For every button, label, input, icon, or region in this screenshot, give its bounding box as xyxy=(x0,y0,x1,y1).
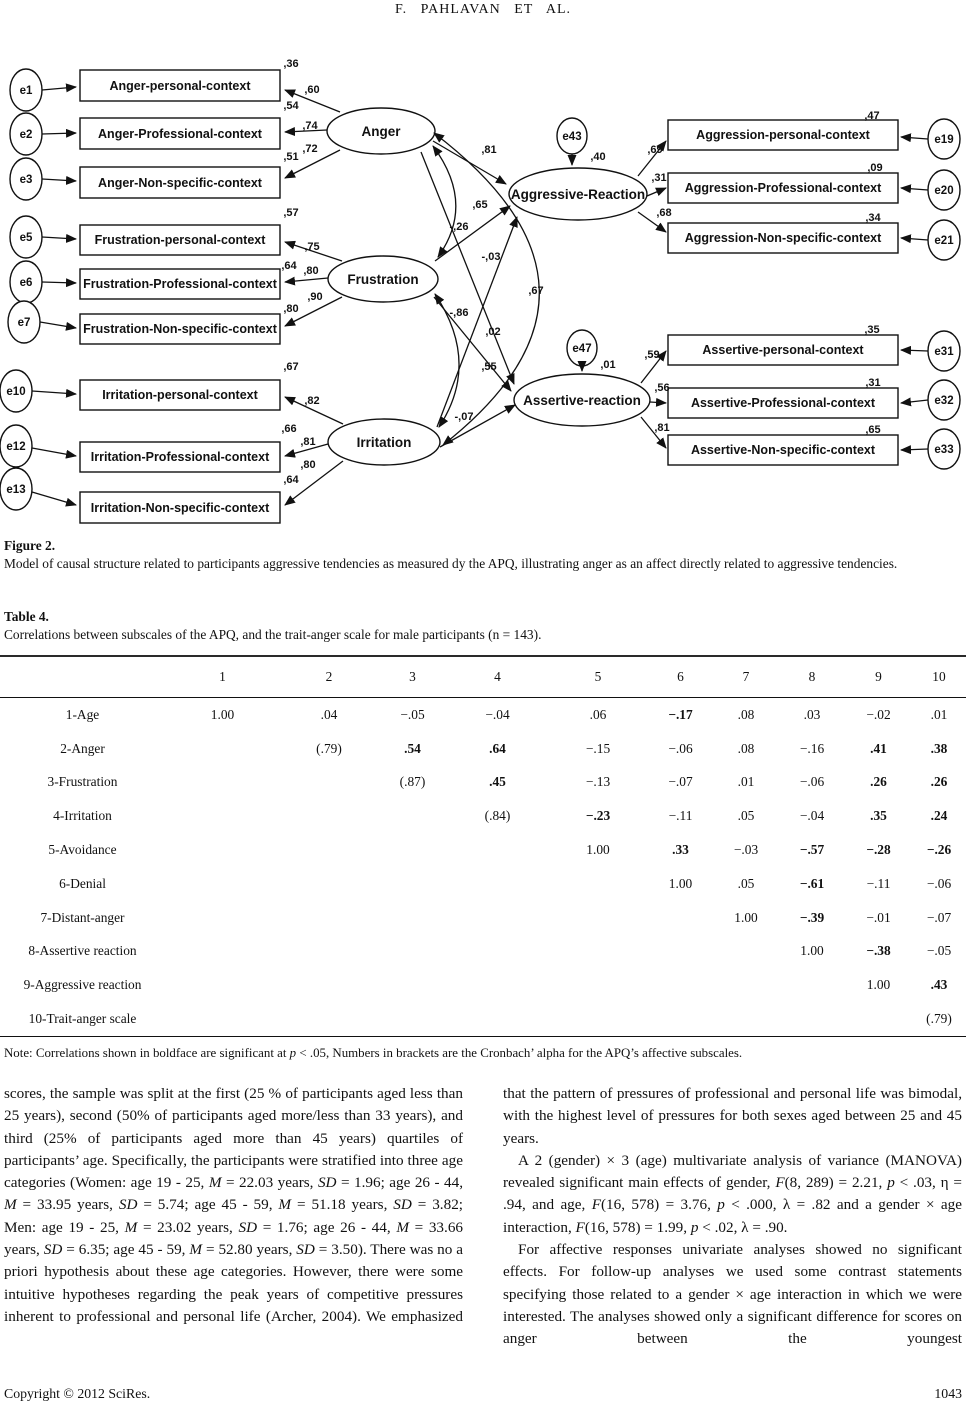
row-label: 6-Denial xyxy=(59,875,106,891)
indicator-label: Anger-personal-context xyxy=(109,79,251,93)
error-label: e33 xyxy=(934,444,954,456)
loading-value: ,75 xyxy=(304,241,320,253)
r2-value: ,67 xyxy=(283,361,299,373)
error-label: e21 xyxy=(934,235,954,247)
loading-value: ,82 xyxy=(304,395,320,407)
error-label: e12 xyxy=(6,441,26,453)
r2-value: ,51 xyxy=(283,151,299,163)
r2-value: ,47 xyxy=(864,110,880,122)
path-coefficient: -,07 xyxy=(454,411,474,423)
row-label: 8-Assertive reaction xyxy=(28,943,137,959)
error-label: e7 xyxy=(17,317,31,329)
col-header: 9 xyxy=(845,656,912,698)
error-label: e3 xyxy=(19,174,33,186)
table-caption xyxy=(4,608,962,644)
col-header: 1 xyxy=(165,656,280,698)
indicator-label: Assertive-personal-context xyxy=(702,343,864,357)
error-label: e31 xyxy=(934,346,954,358)
latent-label: Irritation xyxy=(356,435,412,450)
table-row: 9-Aggressive reaction 1.00 .43 xyxy=(0,968,966,1002)
row-label: 1-Age xyxy=(65,706,100,722)
paragraph: A 2 (gender) × 3 (age) multivariate analysis of variance (MANOVA) revealed significant main effects of gender, F(8, 289) = 2.21, p < .03, η = .94, and age, F(16, 578) = 3.76, p < .000, λ = .82 and a gender × age interaction, F(16, 578) = 1.99, p < .02, λ = .90. xyxy=(503,1151,962,1236)
body-left-column xyxy=(4,1083,463,1328)
error-label: e10 xyxy=(6,386,26,398)
loading-value: ,59 xyxy=(644,349,660,361)
indicator-label: Aggression-personal-context xyxy=(696,128,870,142)
error-label: e1 xyxy=(19,85,33,97)
error-label: e5 xyxy=(19,232,33,244)
indicator-label: Assertive-Non-specific-context xyxy=(690,443,876,457)
r2-value: ,65 xyxy=(865,424,881,436)
error-label: e43 xyxy=(562,131,582,143)
loading-value: ,72 xyxy=(302,143,318,155)
table-row: 1-Age 1.00 .04 −.05 −.04 .06 −.17 .08 .03 −.02 .01 xyxy=(0,698,966,732)
path-coefficient: ,67 xyxy=(528,285,544,297)
body-right-column xyxy=(503,1083,962,1351)
indicator-label: Irritation-Professional-context xyxy=(90,450,270,464)
indicator-label: Assertive-Professional-context xyxy=(690,396,876,410)
indicator-label: Irritation-Non-specific-context xyxy=(90,501,270,515)
table-row: 7-Distant-anger 1.00 −.39 −.01 −.07 xyxy=(0,901,966,935)
indicator-label: Frustration-personal-context xyxy=(94,233,266,247)
col-header: 8 xyxy=(779,656,845,698)
loading-value: ,69 xyxy=(647,144,663,156)
table-note: Note: Correlations shown in boldface are significant at p < .05, Numbers in brackets are the Cronbach’ alpha for the APQ’s affective subscales. xyxy=(4,1046,743,1060)
col-header: 2 xyxy=(280,656,378,698)
right-error-arrows xyxy=(901,137,928,450)
figure-label: Figure 2. xyxy=(4,538,56,553)
table-row: 5-Avoidance 1.00 .33 −.03 −.57 −.28 −.26 xyxy=(0,833,966,867)
loading-value: ,90 xyxy=(307,291,323,303)
table-header-row xyxy=(0,656,966,698)
figure-caption xyxy=(4,537,962,573)
r2-value: ,64 xyxy=(281,260,297,272)
path-coefficient: ,02 xyxy=(485,326,501,338)
error-label: e47 xyxy=(572,343,592,355)
loading-value: ,31 xyxy=(651,172,667,184)
table-row: 6-Denial 1.00 .05 −.61 −.11 −.06 xyxy=(0,867,966,901)
error-label: e13 xyxy=(6,484,26,496)
loading-value: ,81 xyxy=(300,436,316,448)
paragraph: that the pattern of pressures of professional and personal life was bimodal, with the highest level of pressures for both sexes aged between 25 and 45 years. xyxy=(503,1085,962,1147)
error-label: e2 xyxy=(19,129,33,141)
r2-value: ,34 xyxy=(865,212,881,224)
row-label: 10-Trait-anger scale xyxy=(0,1002,165,1036)
indicator-label: Anger-Non-specific-context xyxy=(98,176,262,190)
col-header: 6 xyxy=(648,656,713,698)
table-row: 4-Irritation (.84) −.23 −.11 .05 −.04 .35 .24 xyxy=(0,799,966,833)
figure-caption-text: Model of causal structure related to participants aggressive tendencies as measured dy the APQ, illustrating anger as an affect directly related to aggressive tendencies. xyxy=(4,556,898,571)
r2-value: ,35 xyxy=(864,324,880,336)
table-row: 2-Anger (.79) .54 .64 −.15 −.06 .08 −.16 .41 .38 xyxy=(0,732,966,766)
figure-2-diagram xyxy=(0,0,966,540)
loading-value: ,80 xyxy=(300,459,316,471)
col-header: 10 xyxy=(912,656,966,698)
col-header: 5 xyxy=(548,656,648,698)
indicator-label: Aggression-Professional-context xyxy=(684,181,882,195)
disturbance-value: ,01 xyxy=(600,359,616,371)
loading-value: ,80 xyxy=(303,265,319,277)
running-head: F. PAHLAVAN ET AL. xyxy=(394,2,571,17)
latent-label: Anger xyxy=(361,124,401,139)
row-label: 3-Frustration xyxy=(47,774,118,790)
path-coefficient: -,26 xyxy=(449,221,469,233)
loading-value: ,68 xyxy=(656,207,672,219)
col-header: 3 xyxy=(378,656,447,698)
page-number: 1043 xyxy=(934,1386,962,1401)
r2-value: ,57 xyxy=(283,207,299,219)
disturbance-value: ,40 xyxy=(590,151,606,163)
paragraph: scores, the sample was split at the first (25 % of participants aged less than 25 years), second (50% of participants aged more/less than 33 years), and third (25% of participants aged more than 45 years) quartiles of participants’ age. Specifically, the participants were stratified into three age categories (Women: age 19 - 25, M = 22.03 years, SD = 1.96; age 26 - 44, M = 33.95 years, SD = 5.74; age 45 - 59, M = 51.18 years, SD = 3.82; Men: age 19 - 25, M = 23.02 years, SD = 1.76; age 26 - 44, M = 33.66 years, SD = 6.35; age 45 - 59, M = 52.80 years, SD = 3.50). There was no a priori hypothesis about these age categories. However, there were some intuitive hypotheses regarding the peak years of competitive pressures inherent to professional and personal life (Archer, 2004). We emphasized xyxy=(4,1085,464,1325)
page-footer xyxy=(4,1386,962,1402)
table-caption-text: Correlations between subscales of the APQ, and the trait-anger scale for male participants (n = 143). xyxy=(4,627,542,642)
right-error-circles xyxy=(928,119,960,469)
r2-value: ,36 xyxy=(283,58,299,70)
loading-value: ,60 xyxy=(304,84,320,96)
indicator-label: Frustration-Professional-context xyxy=(83,277,277,291)
r2-value: ,80 xyxy=(283,303,299,315)
error-label: e6 xyxy=(19,277,33,289)
path-coefficient: ,55 xyxy=(481,361,497,373)
path-coefficient: ,81 xyxy=(481,144,497,156)
row-label: 7-Distant-anger xyxy=(40,909,125,925)
r2-value: ,66 xyxy=(281,423,297,435)
indicator-label: Frustration-Non-specific-context xyxy=(83,322,277,336)
error-label: e32 xyxy=(934,395,954,407)
row-label: 2-Anger xyxy=(60,740,105,756)
loading-value: ,81 xyxy=(654,422,670,434)
r2-value: ,64 xyxy=(283,474,299,486)
row-label: 9-Aggressive reaction xyxy=(23,977,142,993)
table-label: Table 4. xyxy=(4,609,49,624)
table-row: 10-Trait-anger scale (.79) xyxy=(0,1002,966,1036)
indicator-label: Anger-Professional-context xyxy=(98,127,262,141)
r2-value: ,31 xyxy=(865,377,881,389)
indicator-label: Aggression-Non-specific-context xyxy=(684,231,882,245)
path-coefficient: -,86 xyxy=(449,307,469,319)
error-label: e19 xyxy=(934,134,954,146)
col-header: 7 xyxy=(713,656,779,698)
path-coefficient: -,03 xyxy=(481,251,501,263)
latent-label: Assertive-reaction xyxy=(523,393,641,408)
right-indicator-boxes xyxy=(668,120,898,465)
col-header: 4 xyxy=(447,656,548,698)
table-row: 8-Assertive reaction 1.00 −.38 −.05 xyxy=(0,935,966,969)
path-coefficient: ,65 xyxy=(472,199,488,211)
indicator-label: Irritation-personal-context xyxy=(102,388,258,402)
paragraph: For affective responses univariate analyses showed no significant effects. For follow-up analyses we used some contrast statements specifying those related to a gender × age interaction in which we were interested. The analyses showed only a significant difference for scores on anger between the youngest xyxy=(503,1241,962,1348)
latent-label: Aggressive-Reaction xyxy=(510,187,646,202)
correlation-table xyxy=(0,655,966,1037)
row-label: 4-Irritation xyxy=(53,808,112,824)
r2-value: ,09 xyxy=(867,162,883,174)
loading-value: ,56 xyxy=(654,382,670,394)
loading-value: ,74 xyxy=(302,120,318,132)
copyright: Copyright © 2012 SciRes. xyxy=(4,1386,151,1401)
row-label: 5-Avoidance xyxy=(48,842,117,858)
error-label: e20 xyxy=(934,185,954,197)
latent-label: Frustration xyxy=(347,272,419,287)
r2-value: ,54 xyxy=(283,100,299,112)
table-row: 3-Frustration (.87) .45 −.13 −.07 .01 −.06 .26 .26 xyxy=(0,766,966,800)
